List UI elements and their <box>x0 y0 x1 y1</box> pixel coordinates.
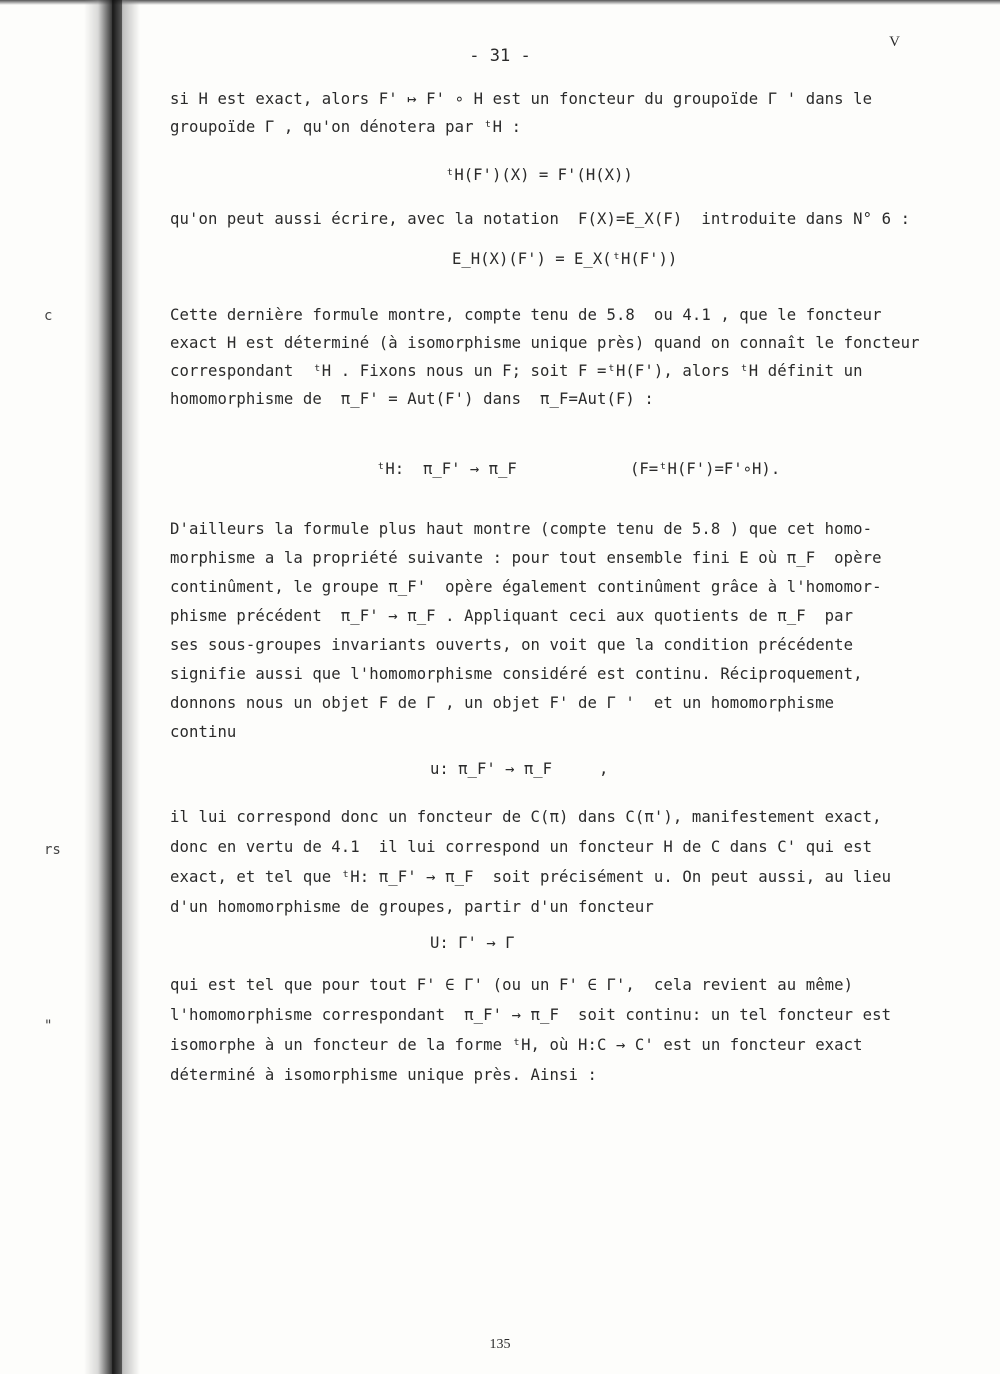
formula-4: u: π_F' → π_F , <box>430 760 609 778</box>
binding-shadow-core <box>112 0 122 1374</box>
text-line: exact H est déterminé (à isomorphisme unique près) quand on connaît le foncteur <box>170 334 920 352</box>
margin-mark-1: c <box>44 308 53 324</box>
formula-3: ᵗH: π_F' → π_F <box>376 460 517 478</box>
text-line: qui est tel que pour tout F' ∈ Γ' (ou un F' ∈ Γ', cela revient au même) <box>170 976 854 994</box>
text-line: D'ailleurs la formule plus haut montre (compte tenu de 5.8 ) que cet homo- <box>170 520 873 538</box>
text-line: signifie aussi que l'homomorphisme considéré est continu. Réciproquement, <box>170 665 863 683</box>
text-line: l'homomorphisme correspondant π_F' → π_F soit continu: un tel foncteur est <box>170 1006 892 1024</box>
text-line: isomorphe à un foncteur de la forme ᵗH, où H:C → C' est un foncteur exact <box>170 1036 863 1054</box>
text-line: morphisme a la propriété suivante : pour tout ensemble fini E où π_F opère <box>170 549 882 567</box>
corner-mark: V <box>889 34 900 50</box>
text-line: Cette dernière formule montre, compte tenu de 5.8 ou 4.1 , que le foncteur <box>170 306 882 324</box>
text-line: continûment, le groupe π_F' opère également continûment grâce à l'homomor- <box>170 578 882 596</box>
text-line: si H est exact, alors F' ↦ F' ∘ H est un foncteur du groupoïde Γ ' dans le <box>170 90 873 108</box>
text-line: phisme précédent π_F' → π_F . Appliquant ceci aux quotients de π_F par <box>170 607 854 625</box>
formula-5: U: Γ' → Γ <box>430 934 515 952</box>
text-line: donnons nous un objet F de Γ , un objet F' de Γ ' et un homomorphisme <box>170 694 835 712</box>
text-line: d'un homomorphisme de groupes, partir d'un foncteur <box>170 898 654 916</box>
page-number: - 31 - <box>469 46 531 66</box>
text-line: exact, et tel que ᵗH: π_F' → π_F soit précisément u. On peut aussi, au lieu <box>170 868 892 886</box>
text-line: donc en vertu de 4.1 il lui correspond un foncteur H de C dans C' qui est <box>170 838 873 856</box>
text-line: il lui correspond donc un foncteur de C(π) dans C(π'), manifestement exact, <box>170 808 882 826</box>
text-line: déterminé à isomorphisme unique près. Ainsi : <box>170 1066 597 1084</box>
text-line: qu'on peut aussi écrire, avec la notation F(X)=E_X(F) introduite dans N° 6 : <box>170 210 911 228</box>
text-line: groupoïde Γ , qu'on dénotera par ᵗH : <box>170 118 522 136</box>
text-line: continu <box>170 723 237 741</box>
text-line: ses sous-groupes invariants ouverts, on voit que la condition précédente <box>170 636 854 654</box>
formula-3-note: (F=ᵗH(F')=F'∘H). <box>630 460 781 478</box>
folio-number: 135 <box>489 1337 511 1352</box>
top-edge-shadow <box>0 0 1000 5</box>
text-line: homomorphisme de π_F' = Aut(F') dans π_F=Aut(F) : <box>170 390 654 408</box>
margin-mark-2: rs <box>44 842 61 858</box>
text-line: correspondant ᵗH . Fixons nous un F; soit F =ᵗH(F'), alors ᵗH définit un <box>170 362 863 380</box>
margin-mark-3: " <box>44 1018 53 1034</box>
formula-1: ᵗH(F')(X) = F'(H(X)) <box>445 166 633 184</box>
formula-2: E_H(X)(F') = E_X(ᵗH(F')) <box>452 250 678 268</box>
